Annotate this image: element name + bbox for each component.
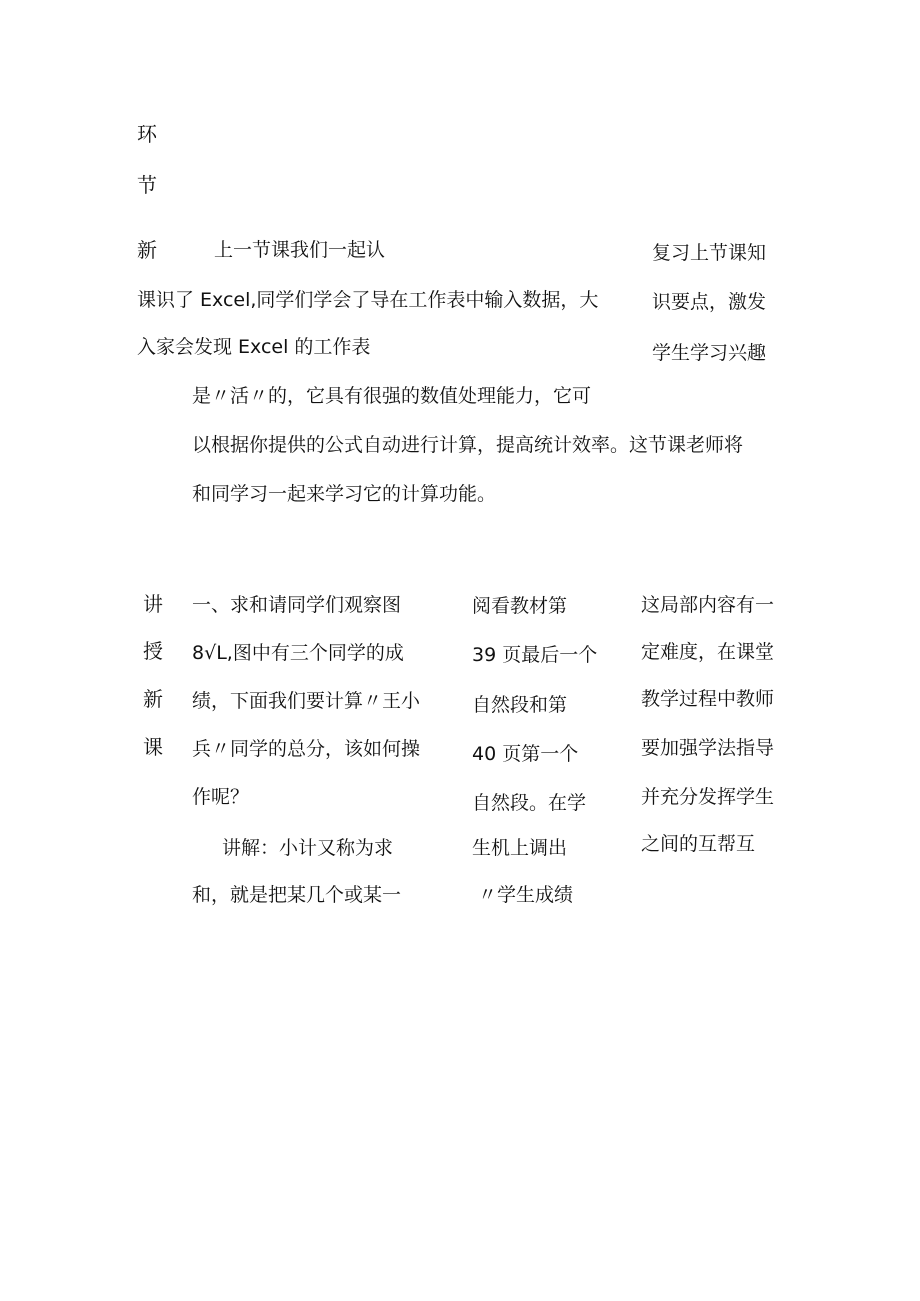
review-line-2: 课识了 Excel,同学们学会了导在工作表中输入数据，大	[137, 289, 599, 311]
teacher-line-1: 一、求和请同学们观察图	[192, 594, 402, 616]
teacher-line-2: 8√L,图中有三个同学的成	[192, 642, 404, 664]
label-ke: 课	[143, 735, 163, 759]
review-note-3: 学生学习兴趣	[652, 342, 767, 364]
student-line-6: 生机上调出	[472, 837, 568, 859]
student-line-4: 40 页第一个	[472, 743, 579, 765]
teacher-line-4: 兵〃同学的总分，该如何操	[192, 738, 421, 760]
review-line-3: 入家会发现 Excel 的工作表	[137, 336, 371, 358]
review-line-1: 上一节课我们一起认	[214, 239, 386, 261]
teaching-note-4: 要加强学法指导	[641, 737, 775, 759]
review-note-1: 复习上节课知	[652, 242, 767, 264]
teaching-note-1: 这局部内容有一	[641, 594, 775, 616]
review-note-2: 识要点，激发	[652, 291, 767, 313]
label-shou: 授	[143, 639, 163, 663]
student-line-1: 阅看教材第	[472, 595, 568, 617]
teaching-note-5: 并充分发挥学生	[641, 786, 775, 808]
teacher-line-7: 和，就是把某几个或某一	[192, 884, 402, 906]
teaching-note-2: 定难度，在课堂	[641, 641, 775, 663]
teacher-line-5: 作呢？	[192, 786, 250, 808]
teaching-note-6: 之间的互帮互	[641, 833, 756, 855]
label-jiang: 讲	[143, 592, 163, 616]
student-line-7: 〃学生成绩	[478, 884, 574, 906]
review-line-6: 和同学习一起来学习它的计算功能。	[192, 483, 497, 505]
label-jie: 节	[137, 173, 157, 197]
review-line-5: 以根据你提供的公式自动进行计算，提高统计效率。这节课老师将	[192, 434, 744, 456]
section-label-xin: 新	[137, 238, 157, 262]
student-line-3: 自然段和第	[472, 694, 568, 716]
student-line-5: 自然段。在学	[472, 792, 587, 814]
teacher-line-3: 绩，下面我们要计算〃王小	[192, 690, 421, 712]
label-huan: 环	[137, 122, 157, 146]
teaching-note-3: 教学过程中教师	[641, 688, 775, 710]
review-line-4: 是〃活〃的，它具有很强的数值处理能力，它可	[192, 385, 592, 407]
label-xin: 新	[143, 687, 163, 711]
student-line-2: 39 页最后一个	[472, 644, 598, 666]
teacher-line-6: 讲解：小计又称为求	[222, 837, 394, 859]
